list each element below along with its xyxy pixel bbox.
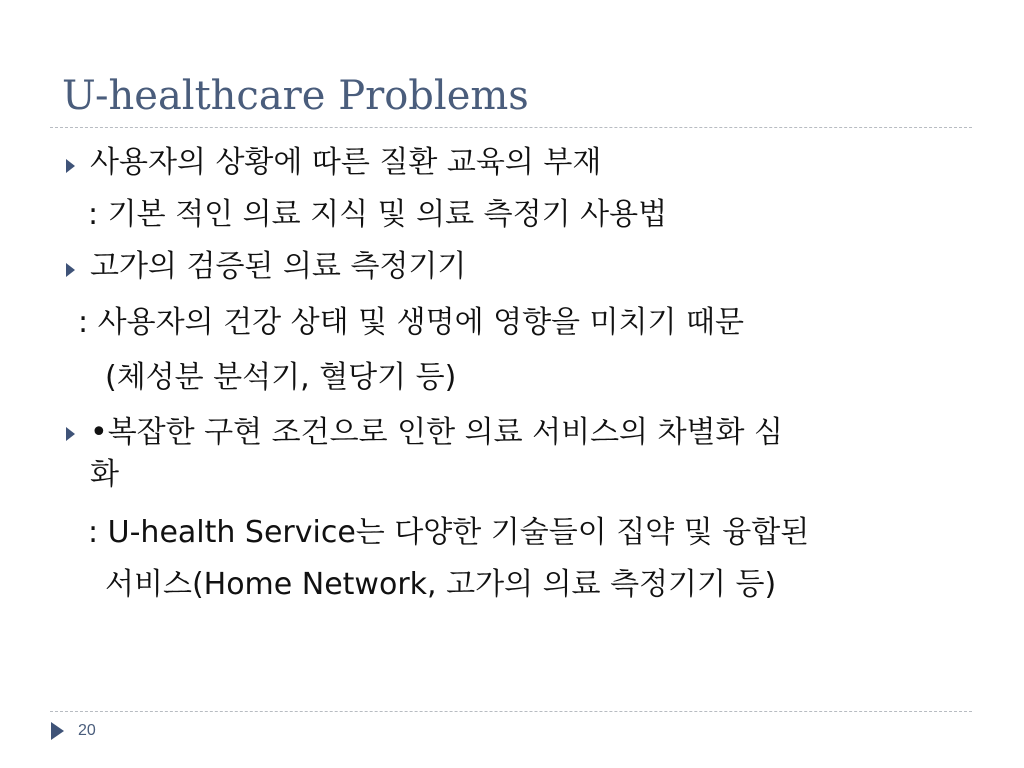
bullet-1-detail: : 기본 적인 의료 지식 및 의료 측정기 사용법 xyxy=(88,197,668,232)
bullet-2-detail: : 사용자의 건강 상태 및 생명에 영향을 미치기 때문 xyxy=(78,305,744,340)
page-number: 20 xyxy=(78,722,96,739)
footer-triangle-icon xyxy=(51,722,64,740)
bullet-2-text: 고가의 검증된 의료 측정기기 xyxy=(90,249,467,284)
bullet-1-text: 사용자의 상황에 따른 질환 교육의 부재 xyxy=(90,145,602,180)
bullet-1-triangle-icon xyxy=(66,159,75,173)
title-divider xyxy=(50,127,972,128)
bullet-2-detail-example: (체성분 분석기, 혈당기 등) xyxy=(105,360,457,395)
bullet-3-detail-continued: 서비스(Home Network, 고가의 의료 측정기기 등) xyxy=(105,567,777,602)
bullet-2-triangle-icon xyxy=(66,263,75,277)
slide-title: U-healthcare Problems xyxy=(62,73,529,119)
footer-divider xyxy=(50,711,972,712)
bullet-3-text: •복잡한 구현 조건으로 인한 의료 서비스의 차별화 심 xyxy=(90,415,784,450)
bullet-3-triangle-icon xyxy=(66,427,75,441)
bullet-3-text-continued: 화 xyxy=(90,457,119,492)
bullet-3-detail: : U-health Service는 다양한 기술들이 집약 및 융합된 xyxy=(88,515,810,550)
